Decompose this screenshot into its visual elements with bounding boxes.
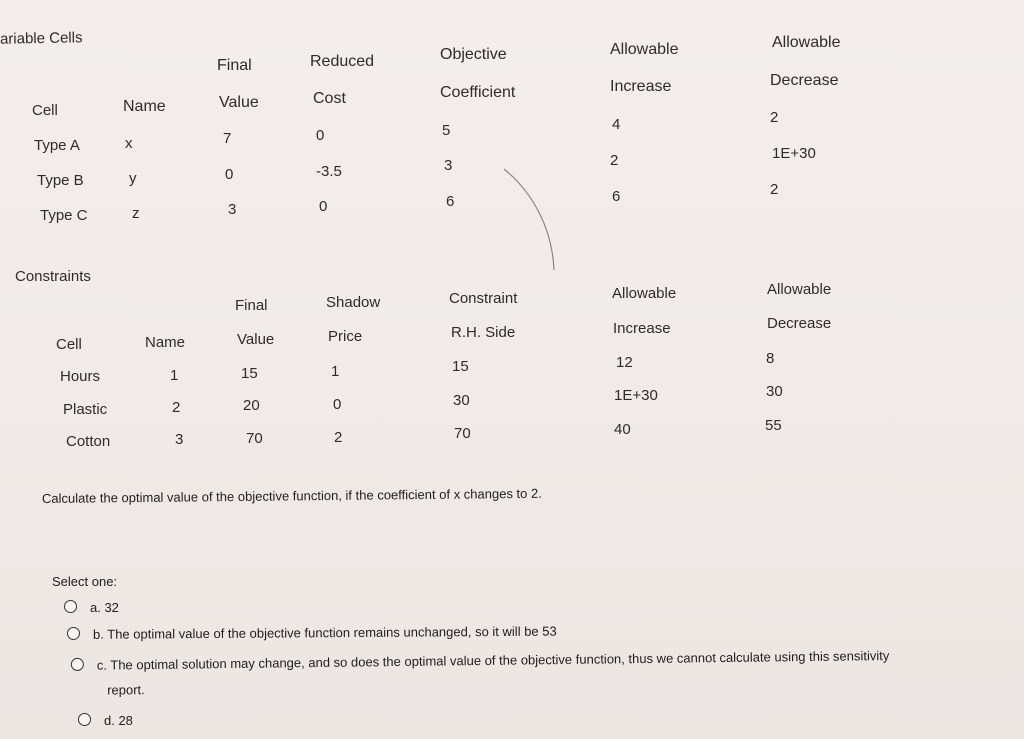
c-row-hours-name: 1: [170, 367, 179, 384]
vc-row-c-final: 3: [228, 201, 237, 218]
c-row-cotton-dec: 55: [765, 417, 782, 434]
vc-header-objective-1: Objective: [440, 46, 507, 63]
vc-row-a-objective: 5: [442, 122, 451, 139]
option-c[interactable]: [71, 647, 890, 699]
c-row-hours-inc: 12: [616, 354, 633, 371]
c-row-plastic-final: 20: [243, 397, 260, 414]
option-d[interactable]: [78, 712, 133, 729]
c-row-plastic-rhs: 30: [453, 392, 470, 409]
c-row-cotton-inc: 40: [614, 421, 631, 438]
c-header-final-1: Final: [235, 297, 268, 314]
vc-header-allow-dec-2: Decrease: [770, 72, 839, 89]
c-row-plastic-shadow: 0: [333, 396, 342, 413]
c-row-plastic-dec: 30: [766, 383, 783, 400]
vc-header-final-2: Value: [219, 94, 259, 111]
c-row-cotton-shadow: 2: [334, 429, 343, 446]
c-row-cotton-cell: Cotton: [66, 433, 111, 450]
vc-row-b-objective: 3: [444, 157, 453, 174]
vc-header-cell: Cell: [32, 102, 58, 119]
vc-row-c-cell: Type C: [40, 207, 88, 224]
c-row-cotton-name: 3: [175, 431, 184, 448]
c-row-hours-dec: 8: [766, 350, 775, 367]
option-d-radio[interactable]: [78, 713, 91, 726]
vc-header-allow-inc-1: Allowable: [610, 41, 679, 58]
option-a[interactable]: [64, 599, 119, 616]
c-header-final-2: Value: [237, 331, 275, 348]
option-c-radio[interactable]: [71, 658, 84, 671]
c-header-name: Name: [145, 334, 186, 351]
vc-row-c-objective: 6: [446, 193, 455, 210]
c-row-hours-rhs: 15: [452, 358, 469, 375]
vc-header-reduced-2: Cost: [313, 90, 346, 107]
select-one-label: Select one:: [52, 574, 118, 589]
question-text: Calculate the optimal value of the objective function, if the coefficient of x changes to 2.: [41, 485, 542, 506]
vc-row-b-dec: 1E+30: [772, 145, 816, 162]
c-header-shadow-2: Price: [328, 328, 363, 345]
c-row-cotton-rhs: 70: [454, 425, 471, 442]
option-b-radio[interactable]: [67, 627, 80, 640]
c-row-hours-shadow: 1: [331, 363, 340, 380]
c-row-cotton-final: 70: [246, 430, 263, 447]
option-d-label: d. 28: [104, 713, 133, 728]
vc-row-c-dec: 2: [770, 181, 779, 198]
c-header-shadow-1: Shadow: [326, 294, 381, 311]
option-b-label: b. The optimal value of the objective function remains unchanged, so it will be 53: [92, 623, 557, 642]
vc-header-name: Name: [123, 98, 166, 115]
c-header-allow-inc-2: Increase: [613, 320, 671, 337]
vc-row-c-reduced: 0: [319, 198, 328, 215]
vc-header-reduced-1: Reduced: [310, 53, 375, 70]
c-row-plastic-name: 2: [172, 399, 181, 416]
c-row-hours-cell: Hours: [60, 368, 101, 385]
c-header-allow-dec-1: Allowable: [767, 281, 832, 298]
c-row-plastic-inc: 1E+30: [614, 387, 658, 404]
c-header-allow-inc-1: Allowable: [612, 285, 677, 302]
c-row-plastic-cell: Plastic: [63, 401, 108, 418]
vc-header-final-1: Final: [217, 57, 252, 74]
c-header-allow-dec-2: Decrease: [767, 315, 832, 332]
vc-row-c-name: z: [132, 205, 140, 222]
constraints-title: Constraints: [15, 268, 91, 285]
vc-row-b-cell: Type B: [37, 172, 84, 189]
c-header-rhs-1: Constraint: [449, 290, 518, 307]
c-header-rhs-2: R.H. Side: [451, 324, 516, 341]
vc-header-allow-dec-1: Allowable: [772, 34, 841, 51]
vc-row-a-name: x: [125, 135, 133, 152]
c-row-hours-final: 15: [241, 365, 258, 382]
pen-mark: [500, 165, 560, 275]
vc-header-allow-inc-2: Increase: [610, 78, 672, 95]
vc-row-a-reduced: 0: [316, 127, 325, 144]
vc-row-a-dec: 2: [770, 109, 779, 126]
c-header-cell: Cell: [56, 336, 82, 353]
option-c-label-line2: report.: [107, 682, 145, 698]
vc-header-objective-2: Coefficient: [440, 84, 516, 101]
variable-cells-title: ariable Cells: [0, 29, 83, 48]
vc-row-b-inc: 2: [610, 152, 619, 169]
vc-row-a-final: 7: [223, 130, 232, 147]
vc-row-b-final: 0: [225, 166, 234, 183]
option-c-label-line1: c. The optimal solution may change, and so does the optimal value of the objective function, thus we cannot calculate using this sensitivity: [96, 648, 890, 673]
vc-row-b-reduced: -3.5: [316, 163, 342, 180]
option-a-label: a. 32: [90, 600, 119, 615]
vc-row-c-inc: 6: [612, 188, 621, 205]
vc-row-a-cell: Type A: [34, 137, 80, 154]
vc-row-b-name: y: [129, 170, 137, 187]
option-a-radio[interactable]: [64, 600, 77, 613]
option-b[interactable]: [67, 623, 557, 643]
vc-row-a-inc: 4: [612, 116, 621, 133]
